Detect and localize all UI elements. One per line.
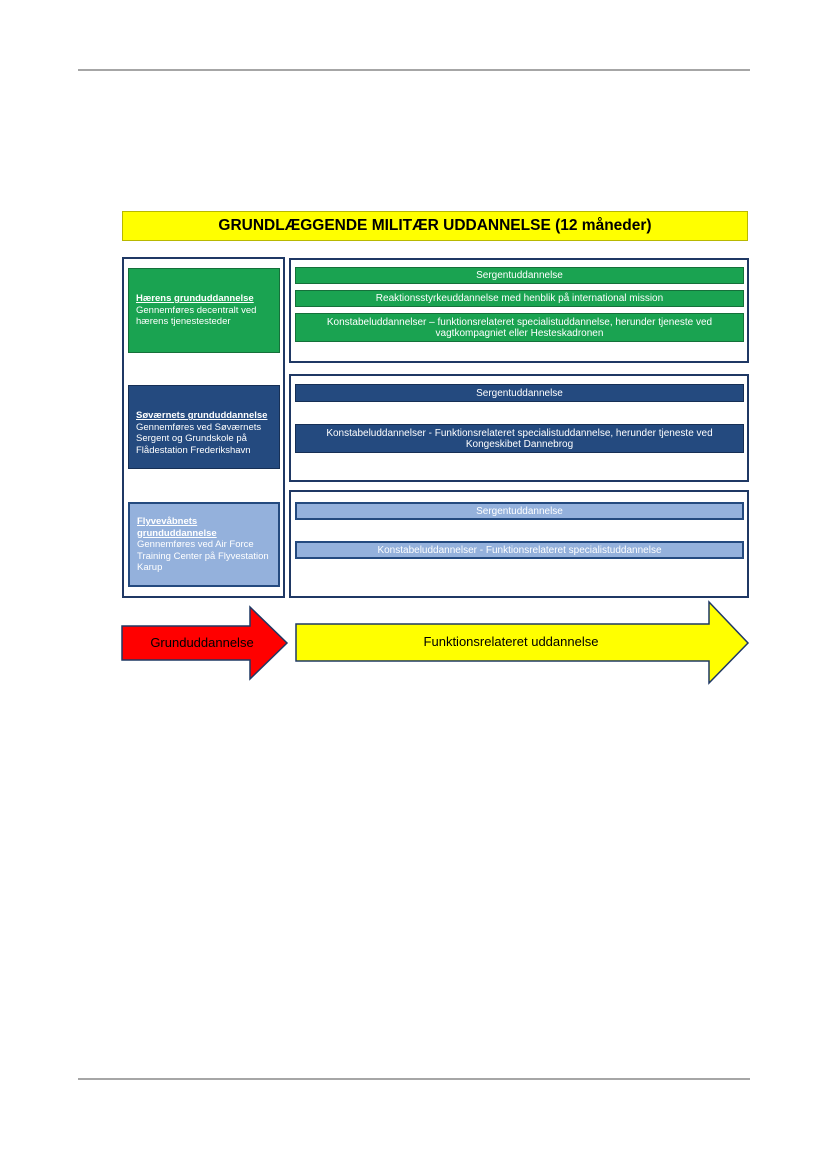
airforce-branch-name: Flyvevåbnets grunduddannelse (137, 516, 217, 539)
navy-branch-name: Søværnets grunduddannelse (136, 410, 268, 421)
diagram-title-text: GRUNDLÆGGENDE MILITÆR UDDANNELSE (12 måneder) (218, 217, 652, 234)
army-course-sergeant-label: Sergentuddannelse (476, 270, 563, 281)
functional-arrow-label: Funktionsrelateret uddannelse (423, 634, 599, 649)
footer-rule (78, 1078, 750, 1080)
airforce-course-sergeant-label: Sergentuddannelse (476, 505, 563, 517)
army-course-constable-label: Konstabeluddannelser – funktionsrelateret specialistuddannelse, herunder tjeneste ved vagtkompagniet eller Hesteskadronen (326, 316, 713, 339)
army-branch-name: Hærens grunduddannelse (136, 293, 254, 304)
navy-course-constable-label: Konstabeluddannelser - Funktionsrelateret specialistuddannelse, herunder tjeneste ved Kongeskibet Dannebrog (326, 427, 713, 450)
navy-course-sergeant-label: Sergentuddannelse (476, 387, 563, 399)
army-course-reaction-force-label: Reaktionsstyrkeuddannelse med henblik på international mission (375, 293, 664, 304)
airforce-course-constable-label: Konstabeluddannelser - Funktionsrelateret specialistuddannelse (377, 544, 662, 556)
airforce-branch-text: Gennemføres ved Air Force Training Center på Flyvestation Karup (137, 539, 269, 573)
basic-arrow-label: Grunduddannelse (150, 635, 254, 650)
navy-branch-text: Gennemføres ved Søværnets Sergent og Grundskole på Flådestation Frederikshavn (136, 421, 262, 456)
army-branch-text: Gennemføres decentralt ved hærens tjenestesteder (136, 304, 257, 327)
